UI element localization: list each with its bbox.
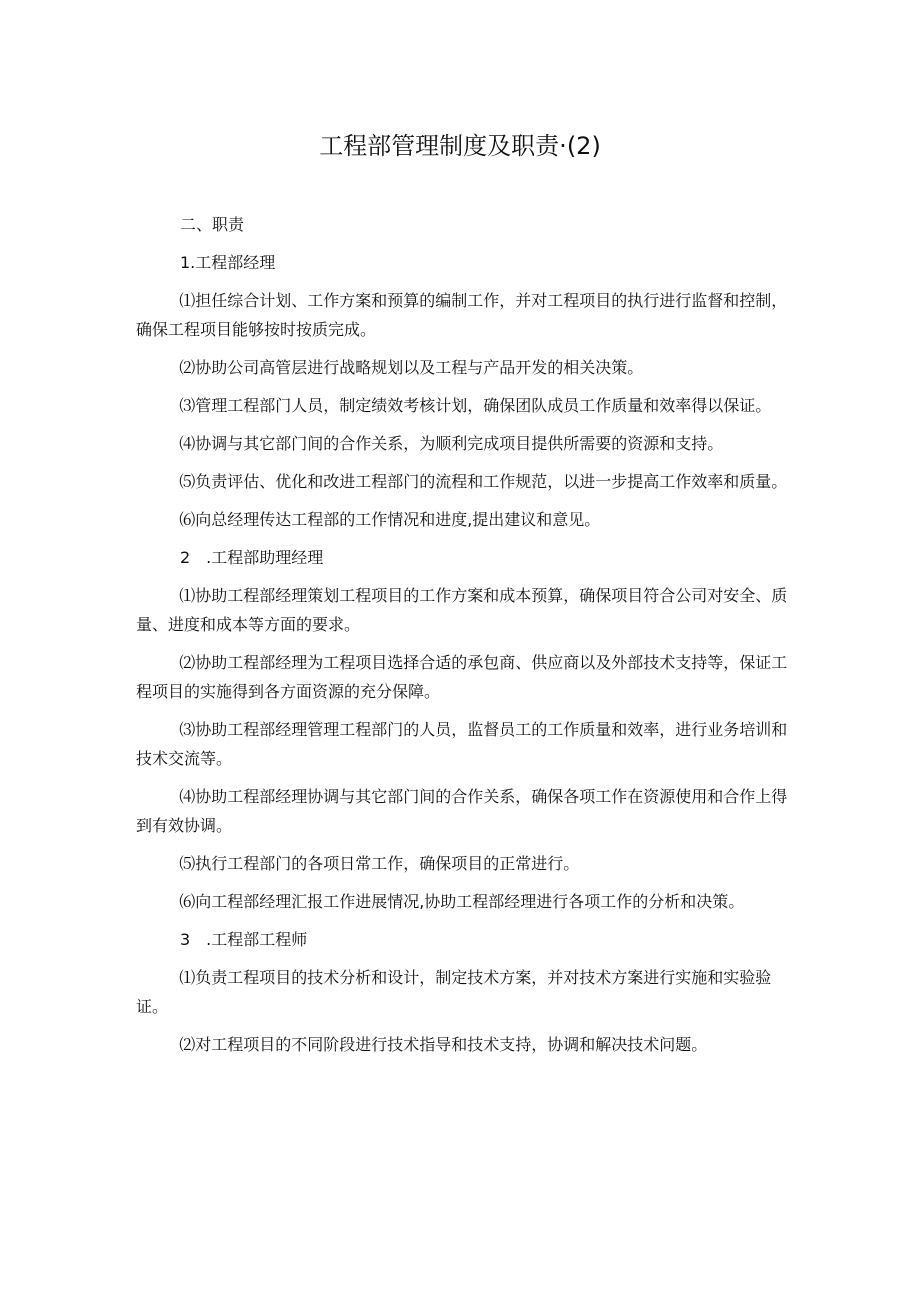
manager-duty-3: ⑶管理工程部门人员，制定绩效考核计划，确保团队成员工作质量和效率得以保证。 xyxy=(179,396,772,415)
assistant-duty-5: ⑸执行工程部门的各项日常工作，确保项目的正常进行。 xyxy=(179,854,580,873)
group-heading-engineer: 3 .工程部工程师 xyxy=(180,930,308,949)
document-title: 工程部管理制度及职责·(2) xyxy=(319,132,601,160)
group-heading-assistant-manager: 2 .工程部助理经理 xyxy=(180,548,324,567)
manager-duty-6: ⑹向总经理传达工程部的工作情况和进度,提出建议和意见。 xyxy=(179,510,601,529)
engineer-duty-2: ⑵对工程项目的不同阶段进行技术指导和技术支持，协调和解决技术问题。 xyxy=(179,1035,708,1054)
document-body xyxy=(136,210,796,1068)
manager-duty-5: ⑸负责评估、优化和改进工程部门的流程和工作规范，以进一步提高工作效率和质量。 xyxy=(179,472,788,491)
manager-duty-1: ⑴担任综合计划、工作方案和预算的编制工作，并对工程项目的执行进行监督和控制，确保工程项目能够按时按质完成。 xyxy=(136,291,788,339)
assistant-duty-2: ⑵协助工程部经理为工程项目选择合适的承包商、供应商以及外部技术支持等，保证工程项目的实施得到各方面资源的充分保障。 xyxy=(136,653,788,701)
assistant-duty-1: ⑴协助工程部经理策划工程项目的工作方案和成本预算，确保项目符合公司对安全、质量、进度和成本等方面的要求。 xyxy=(136,586,788,634)
assistant-duty-6: ⑹向工程部经理汇报工作进展情况,协助工程部经理进行各项工作的分析和决策。 xyxy=(179,892,745,911)
manager-duty-2: ⑵协助公司高管层进行战略规划以及工程与产品开发的相关决策。 xyxy=(179,358,644,377)
manager-duty-4: ⑷协调与其它部门间的合作关系，为顺利完成项目提供所需要的资源和支持。 xyxy=(179,434,724,453)
assistant-duty-3: ⑶协助工程部经理管理工程部门的人员，监督员工的工作质量和效率，进行业务培训和技术交流等。 xyxy=(136,720,788,768)
engineer-duty-1: ⑴负责工程项目的技术分析和设计，制定技术方案，并对技术方案进行实施和实验验证。 xyxy=(136,968,772,1016)
group-heading-manager: 1.工程部经理 xyxy=(180,253,276,272)
assistant-duty-4: ⑷协助工程部经理协调与其它部门间的合作关系，确保各项工作在资源使用和合作上得到有效协调。 xyxy=(136,787,788,835)
section-heading: 二、职责 xyxy=(180,215,245,234)
